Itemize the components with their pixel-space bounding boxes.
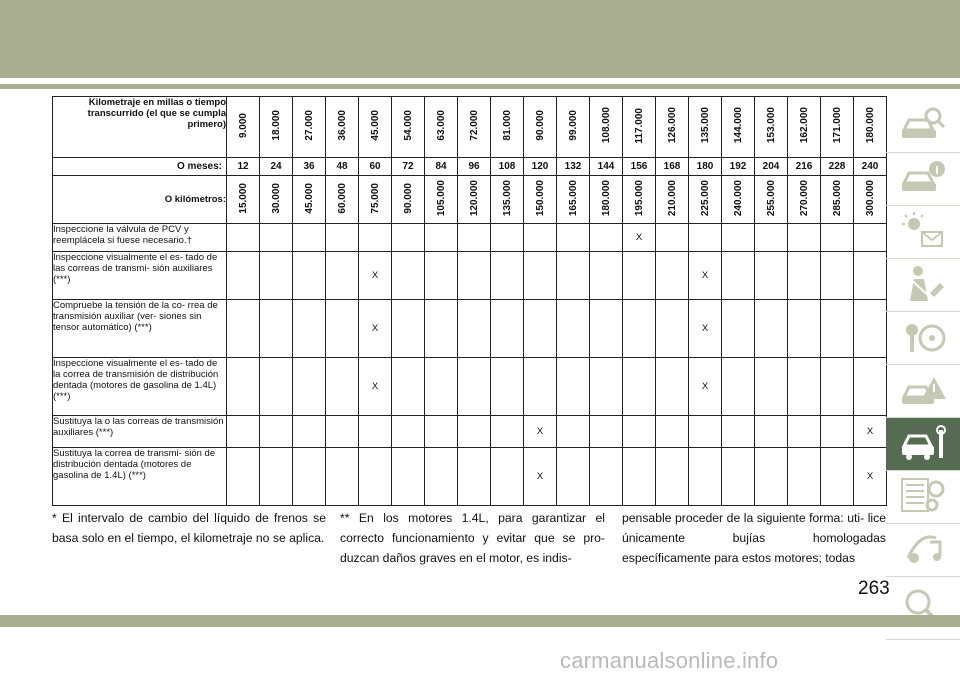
schedule-cell — [359, 252, 392, 300]
service-mark: X — [371, 323, 379, 334]
schedule-cell — [854, 448, 887, 506]
schedule-cell — [722, 224, 755, 252]
months-value: 60 — [359, 158, 392, 176]
schedule-cell — [854, 252, 887, 300]
car-info-icon — [900, 157, 946, 202]
kilometers-value: 75.000 — [369, 182, 381, 214]
schedule-cell — [458, 224, 491, 252]
miles-value: 63.000 — [435, 110, 447, 141]
kilometers-value: 135.000 — [501, 179, 513, 217]
task-description: Sustituya la correa de transmi- sión de distribución dentada (motores de gasolina de 1.4L) (***) — [53, 448, 227, 506]
schedule-cell — [755, 448, 788, 506]
schedule-cell — [458, 252, 491, 300]
schedule-cell — [722, 252, 755, 300]
service-mark: X — [536, 471, 544, 482]
kilometers-cell — [293, 176, 326, 224]
schedule-cell — [359, 416, 392, 448]
car-warning-icon — [900, 369, 946, 414]
kilometers-value: 270.000 — [798, 179, 810, 217]
schedule-cell — [623, 448, 656, 506]
schedule-cell — [458, 416, 491, 448]
specifications-gear-icon — [900, 475, 946, 520]
schedule-cell — [722, 300, 755, 358]
schedule-cell — [326, 300, 359, 358]
miles-value: 36.000 — [336, 110, 348, 141]
schedule-cell — [590, 358, 623, 416]
schedule-cell — [293, 448, 326, 506]
miles-value: 135.000 — [699, 107, 711, 144]
schedule-cell — [623, 416, 656, 448]
task-description: Inspeccione visualmente el es- tado de las correas de transmi- sión auxiliares (***) — [53, 252, 227, 300]
kilometers-cell — [359, 176, 392, 224]
miles-cell — [755, 97, 788, 158]
schedule-cell — [326, 358, 359, 416]
schedule-cell — [722, 358, 755, 416]
schedule-cell — [656, 416, 689, 448]
dashboard-light-message-icon — [900, 210, 946, 255]
kilometers-cell — [656, 176, 689, 224]
schedule-cell — [854, 358, 887, 416]
table-row — [53, 300, 887, 358]
schedule-cell — [326, 224, 359, 252]
miles-cell — [359, 97, 392, 158]
kilometers-cell — [392, 176, 425, 224]
schedule-cell — [689, 300, 722, 358]
kilometers-value: 210.000 — [666, 179, 678, 217]
chapter-tab[interactable] — [886, 153, 960, 206]
kilometers-value: 285.000 — [831, 179, 843, 217]
schedule-cell — [755, 252, 788, 300]
schedule-cell — [293, 358, 326, 416]
schedule-cell — [524, 448, 557, 506]
schedule-cell — [458, 448, 491, 506]
kilometers-value: 195.000 — [633, 179, 645, 217]
task-description: Inspeccione visualmente el es- tado de la correa de transmisión de distribución dentada (motores de gasolina de 1.4L) (***) — [53, 358, 227, 416]
schedule-cell — [326, 416, 359, 448]
months-value: 180 — [689, 158, 722, 176]
miles-cell — [788, 97, 821, 158]
kilometers-cell — [755, 176, 788, 224]
schedule-cell — [656, 448, 689, 506]
miles-cell — [293, 97, 326, 158]
miles-value: 72.000 — [468, 110, 480, 141]
schedule-cell — [392, 448, 425, 506]
kilometers-value: 255.000 — [765, 179, 777, 217]
kilometers-cell — [425, 176, 458, 224]
table-row — [53, 224, 887, 252]
miles-cell — [854, 97, 887, 158]
months-value: 240 — [854, 158, 887, 176]
miles-value: 180.000 — [864, 107, 876, 144]
months-value: 144 — [590, 158, 623, 176]
footnote-engine-1-4l-continued: pensable proceder de la siguiente forma: uti- lice únicamente bujías homologadas específicamente para estos motores; todas — [622, 511, 886, 565]
schedule-cell — [326, 448, 359, 506]
schedule-cell — [821, 300, 854, 358]
schedule-cell — [788, 358, 821, 416]
schedule-cell — [689, 416, 722, 448]
schedule-cell — [524, 416, 557, 448]
schedule-cell — [491, 358, 524, 416]
miles-value: 18.000 — [270, 110, 282, 141]
schedule-cell — [788, 416, 821, 448]
schedule-cell — [689, 224, 722, 252]
schedule-cell — [788, 224, 821, 252]
miles-value: 54.000 — [402, 110, 414, 141]
miles-cell — [458, 97, 491, 158]
header-kilometers-row — [53, 176, 887, 224]
schedule-cell — [722, 416, 755, 448]
schedule-cell — [590, 252, 623, 300]
schedule-cell — [656, 300, 689, 358]
schedule-cell — [425, 252, 458, 300]
kilometers-value: 90.000 — [402, 182, 414, 214]
months-value: 84 — [425, 158, 458, 176]
months-value: 204 — [755, 158, 788, 176]
schedule-cell — [359, 300, 392, 358]
schedule-cell — [524, 252, 557, 300]
task-description: Sustituya la o las correas de transmisión auxiliares (***) — [53, 416, 227, 448]
schedule-cell — [623, 252, 656, 300]
kilometers-cell — [557, 176, 590, 224]
schedule-cell — [425, 224, 458, 252]
schedule-cell — [260, 358, 293, 416]
chapter-tab[interactable] — [886, 206, 960, 259]
miles-cell — [656, 97, 689, 158]
schedule-cell — [755, 300, 788, 358]
schedule-cell — [590, 224, 623, 252]
footnote-brake-fluid: * El intervalo de cambio del líquido de frenos se basa solo en el tiempo, el kilometraje no se aplica. — [52, 511, 326, 545]
kilometers-value: 15.000 — [237, 182, 249, 214]
service-mark: X — [371, 381, 379, 392]
schedule-cell — [623, 224, 656, 252]
kilometers-value: 300.000 — [864, 179, 876, 217]
kilometers-cell — [722, 176, 755, 224]
service-mark: X — [536, 426, 544, 437]
schedule-cell — [392, 300, 425, 358]
kilometers-cell — [623, 176, 656, 224]
task-description: Compruebe la tensión de la co- rrea de transmisión auxiliar (ver- siones sin tensor automático) (***) — [53, 300, 227, 358]
key-steering-wheel-icon — [900, 316, 946, 361]
miles-value: 90.000 — [534, 110, 546, 141]
miles-cell — [557, 97, 590, 158]
kilometers-cell — [854, 176, 887, 224]
header-kilometers-label: O kilómetros: — [53, 176, 227, 224]
schedule-cell — [755, 358, 788, 416]
schedule-cell — [557, 448, 590, 506]
schedule-cell — [557, 300, 590, 358]
service-mark: X — [701, 323, 709, 334]
schedule-cell — [524, 224, 557, 252]
header-months-label: O meses: — [53, 158, 227, 176]
schedule-cell — [425, 300, 458, 358]
service-mark: X — [866, 471, 874, 482]
table-row — [53, 252, 887, 300]
schedule-cell — [293, 252, 326, 300]
header-miles-row — [53, 97, 887, 158]
schedule-cell — [293, 416, 326, 448]
kilometers-value: 225.000 — [699, 179, 711, 217]
task-description: Inspeccione la válvula de PCV y reemplácela si fuese necesario.† — [53, 224, 227, 252]
maintenance-schedule-table — [52, 96, 887, 506]
chapter-tab[interactable] — [886, 524, 960, 577]
watermark: carmanualsonline.info — [560, 648, 779, 673]
kilometers-value: 105.000 — [435, 179, 447, 217]
schedule-cell — [590, 416, 623, 448]
kilometers-cell — [227, 176, 260, 224]
schedule-cell — [557, 416, 590, 448]
schedule-cell — [821, 252, 854, 300]
table-row — [53, 416, 887, 448]
schedule-cell — [392, 358, 425, 416]
months-value: 216 — [788, 158, 821, 176]
schedule-cell — [260, 416, 293, 448]
miles-cell — [821, 97, 854, 158]
schedule-cell — [326, 252, 359, 300]
schedule-cell — [821, 358, 854, 416]
chapter-tabs-sidebar — [886, 100, 960, 640]
schedule-cell — [359, 358, 392, 416]
schedule-cell — [260, 300, 293, 358]
kilometers-cell — [524, 176, 557, 224]
miles-cell — [722, 97, 755, 158]
schedule-cell — [260, 448, 293, 506]
kilometers-cell — [260, 176, 293, 224]
miles-cell — [491, 97, 524, 158]
header-months-row — [53, 158, 887, 176]
miles-cell — [590, 97, 623, 158]
schedule-cell — [689, 448, 722, 506]
header-mileage-label: Kilometraje en millas o tiempo transcurrido (el que se cumpla primero) — [53, 97, 227, 158]
schedule-cell — [623, 358, 656, 416]
miles-value: 99.000 — [567, 110, 579, 141]
miles-cell — [524, 97, 557, 158]
kilometers-cell — [689, 176, 722, 224]
kilometers-cell — [821, 176, 854, 224]
schedule-cell — [260, 252, 293, 300]
schedule-cell — [590, 300, 623, 358]
miles-cell — [425, 97, 458, 158]
schedule-cell — [425, 358, 458, 416]
header-rule — [0, 84, 960, 89]
schedule-cell — [227, 252, 260, 300]
schedule-cell — [425, 448, 458, 506]
miles-cell — [689, 97, 722, 158]
miles-cell — [260, 97, 293, 158]
kilometers-cell — [326, 176, 359, 224]
miles-value: 153.000 — [765, 107, 777, 144]
miles-value: 117.000 — [633, 107, 645, 144]
months-value: 132 — [557, 158, 590, 176]
schedule-cell — [491, 416, 524, 448]
table-row — [53, 448, 887, 506]
kilometers-value: 120.000 — [468, 179, 480, 217]
page-number: 263 — [858, 578, 890, 599]
music-navigation-icon — [900, 528, 946, 573]
schedule-cell — [425, 416, 458, 448]
chapter-tab[interactable] — [886, 259, 960, 312]
schedule-cell — [359, 448, 392, 506]
months-value: 72 — [392, 158, 425, 176]
footnote-engine-1-4l: ** En los motores 1.4L, para garantizar el correcto funcionamiento y evitar que se pro- duzcan daños graves en el motor, es indis- — [340, 511, 605, 565]
service-mark: X — [701, 381, 709, 392]
schedule-cell — [260, 224, 293, 252]
schedule-cell — [524, 300, 557, 358]
chapter-tab[interactable] — [886, 100, 960, 153]
miles-value: 126.000 — [666, 107, 678, 144]
schedule-cell — [788, 300, 821, 358]
months-value: 168 — [656, 158, 689, 176]
kilometers-value: 240.000 — [732, 179, 744, 217]
kilometers-cell — [590, 176, 623, 224]
miles-value: 27.000 — [303, 110, 315, 141]
schedule-cell — [788, 252, 821, 300]
schedule-cell — [821, 448, 854, 506]
schedule-cell — [227, 416, 260, 448]
schedule-cell — [689, 358, 722, 416]
schedule-cell — [227, 448, 260, 506]
schedule-cell — [227, 224, 260, 252]
months-value: 48 — [326, 158, 359, 176]
schedule-cell — [491, 300, 524, 358]
miles-value: 144.000 — [732, 107, 744, 144]
kilometers-cell — [491, 176, 524, 224]
schedule-cell — [689, 252, 722, 300]
schedule-cell — [722, 448, 755, 506]
schedule-cell — [491, 252, 524, 300]
months-value: 120 — [524, 158, 557, 176]
kilometers-cell — [788, 176, 821, 224]
miles-value: 45.000 — [369, 110, 381, 141]
schedule-cell — [656, 252, 689, 300]
schedule-cell — [392, 416, 425, 448]
schedule-cell — [227, 300, 260, 358]
chapter-tab[interactable] — [886, 471, 960, 524]
schedule-cell — [392, 252, 425, 300]
schedule-cell — [557, 252, 590, 300]
schedule-cell — [359, 224, 392, 252]
chapter-tab[interactable] — [886, 418, 960, 471]
months-value: 192 — [722, 158, 755, 176]
miles-cell — [623, 97, 656, 158]
schedule-cell — [458, 300, 491, 358]
kilometers-value: 180.000 — [600, 179, 612, 217]
schedule-cell — [821, 416, 854, 448]
miles-cell — [326, 97, 359, 158]
header-band — [0, 0, 960, 78]
schedule-cell — [557, 358, 590, 416]
schedule-cell — [656, 224, 689, 252]
schedule-cell — [524, 358, 557, 416]
schedule-cell — [392, 224, 425, 252]
kilometers-value: 30.000 — [270, 182, 282, 214]
schedule-cell — [557, 224, 590, 252]
chapter-tab[interactable] — [886, 365, 960, 418]
miles-value: 171.000 — [831, 107, 843, 144]
car-search-icon — [900, 104, 946, 149]
person-seatbelt-icon — [900, 263, 946, 308]
schedule-cell — [293, 224, 326, 252]
miles-value: 108.000 — [600, 107, 612, 144]
miles-value: 9.000 — [237, 112, 249, 139]
months-value: 36 — [293, 158, 326, 176]
schedule-cell — [788, 448, 821, 506]
schedule-cell — [854, 300, 887, 358]
kilometers-value: 150.000 — [534, 179, 546, 217]
schedule-cell — [293, 300, 326, 358]
schedule-cell — [656, 358, 689, 416]
miles-cell — [392, 97, 425, 158]
kilometers-cell — [458, 176, 491, 224]
schedule-cell — [755, 224, 788, 252]
schedule-cell — [755, 416, 788, 448]
schedule-cell — [458, 358, 491, 416]
months-value: 96 — [458, 158, 491, 176]
schedule-cell — [854, 224, 887, 252]
kilometers-value: 165.000 — [567, 179, 579, 217]
schedule-cell — [623, 300, 656, 358]
miles-value: 81.000 — [501, 110, 513, 141]
chapter-tab[interactable] — [886, 577, 960, 640]
schedule-cell — [227, 358, 260, 416]
schedule-cell — [491, 448, 524, 506]
service-mark: X — [635, 232, 643, 243]
schedule-cell — [854, 416, 887, 448]
schedule-cell — [590, 448, 623, 506]
months-value: 24 — [260, 158, 293, 176]
months-value: 156 — [623, 158, 656, 176]
service-mark: X — [371, 270, 379, 281]
service-mark: X — [866, 426, 874, 437]
schedule-cell — [821, 224, 854, 252]
miles-cell — [227, 97, 260, 158]
months-value: 108 — [491, 158, 524, 176]
service-mark: X — [701, 270, 709, 281]
miles-value: 162.000 — [798, 107, 810, 144]
months-value: 228 — [821, 158, 854, 176]
car-wrench-icon — [900, 422, 946, 467]
months-value: 12 — [227, 158, 260, 176]
kilometers-value: 60.000 — [336, 182, 348, 214]
footer-band — [0, 615, 960, 627]
kilometers-value: 45.000 — [303, 182, 315, 214]
schedule-cell — [491, 224, 524, 252]
table-row — [53, 358, 887, 416]
chapter-tab[interactable] — [886, 312, 960, 365]
